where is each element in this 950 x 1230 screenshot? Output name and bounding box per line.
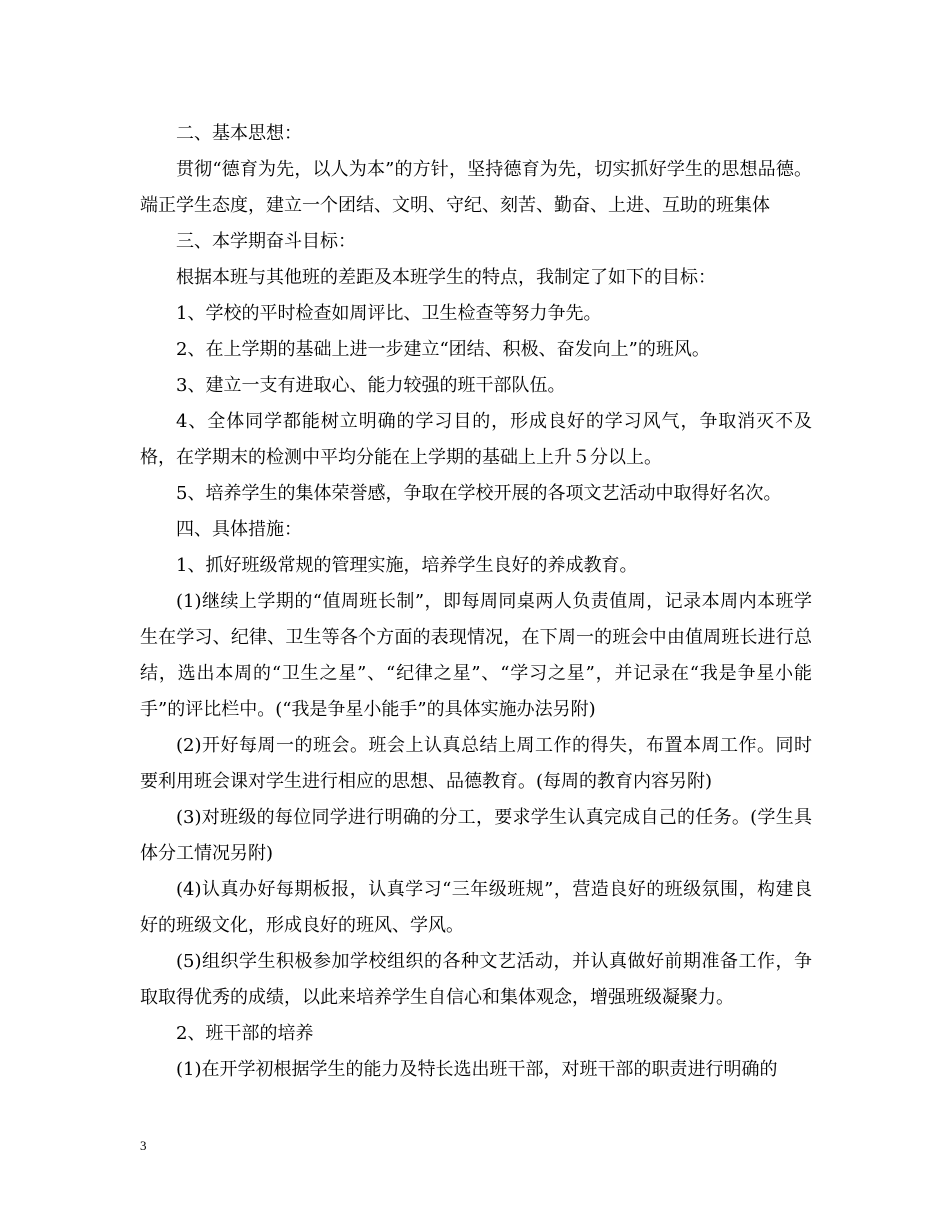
section-heading-measures: 四、具体措施： bbox=[176, 519, 302, 540]
goal-item-2: 2、在上学期的基础上进一步建立“团结、积极、奋发向上”的班风。 bbox=[176, 339, 710, 360]
measure-subitem-3: (3)对班级的每位同学进行明确的分工，要求学生认真完成自己的任务。(学生具体分工情况另附) bbox=[140, 807, 812, 864]
measure-subitem-4: (4)认真办好每期板报，认真学习“三年级班规”，营造良好的班级氛围，构建良好的班级文化，形成良好的班风、学风。 bbox=[140, 879, 812, 936]
goal-item-1: 1、学校的平时检查如周评比、卫生检查等努力争先。 bbox=[176, 303, 602, 324]
goal-item-4: 4、全体同学都能树立明确的学习目的，形成良好的学习风气，争取消灭不及格，在学期末的检测中平均分能在上学期的基础上上升５分以上。 bbox=[140, 411, 812, 468]
measure-item-1: 1、抓好班级常规的管理实施，培养学生良好的养成教育。 bbox=[176, 555, 638, 576]
measure-subitem-1: (1)继续上学期的“值周班长制”，即每周同桌两人负责值周，记录本周内本班学生在学习、纪律、卫生等各个方面的表现情况，在下周一的班会中由值周班长进行总结，选出本周的“卫生之星”、“纪律之星”、“学习之星”，并记录在“我是争星小能手”的评比栏中。(“我是争星小能手”的具体实施办法另附) bbox=[140, 591, 812, 720]
measure-subitem-5: (5)组织学生积极参加学校组织的各种文艺活动，并认真做好前期准备工作，争取取得优秀的成绩，以此来培养学生自信心和集体观念，增强班级凝聚力。 bbox=[140, 951, 812, 1008]
paragraph-goals-intro: 根据本班与其他班的差距及本班学生的特点，我制定了如下的目标： bbox=[176, 267, 716, 288]
section-heading-semester-goals: 三、本学期奋斗目标： bbox=[176, 231, 356, 252]
page-number: 3 bbox=[140, 1138, 147, 1153]
goal-item-5: 5、培养学生的集体荣誉感，争取在学校开展的各项文艺活动中取得好名次。 bbox=[176, 483, 782, 504]
goal-item-3: 3、建立一支有进取心、能力较强的班干部队伍。 bbox=[176, 375, 566, 396]
measure-subitem-2: (2)开好每周一的班会。班会上认真总结上周工作的得失，布置本周工作。同时要利用班会课对学生进行相应的思想、品德教育。(每周的教育内容另附) bbox=[140, 735, 812, 792]
section-heading-basic-ideas: 二、基本思想： bbox=[176, 123, 302, 144]
paragraph-moral-education: 贯彻“德育为先，以人为本”的方针，坚持德育为先，切实抓好学生的思想品德。端正学生态度，建立一个团结、文明、守纪、刻苦、勤奋、上进、互助的班集体 bbox=[140, 159, 812, 216]
cadre-subitem-1: (1)在开学初根据学生的能力及特长选出班干部，对班干部的职责进行明确的 bbox=[176, 1059, 778, 1080]
document-body bbox=[140, 116, 812, 1088]
measure-item-2: 2、班干部的培养 bbox=[176, 1023, 314, 1044]
